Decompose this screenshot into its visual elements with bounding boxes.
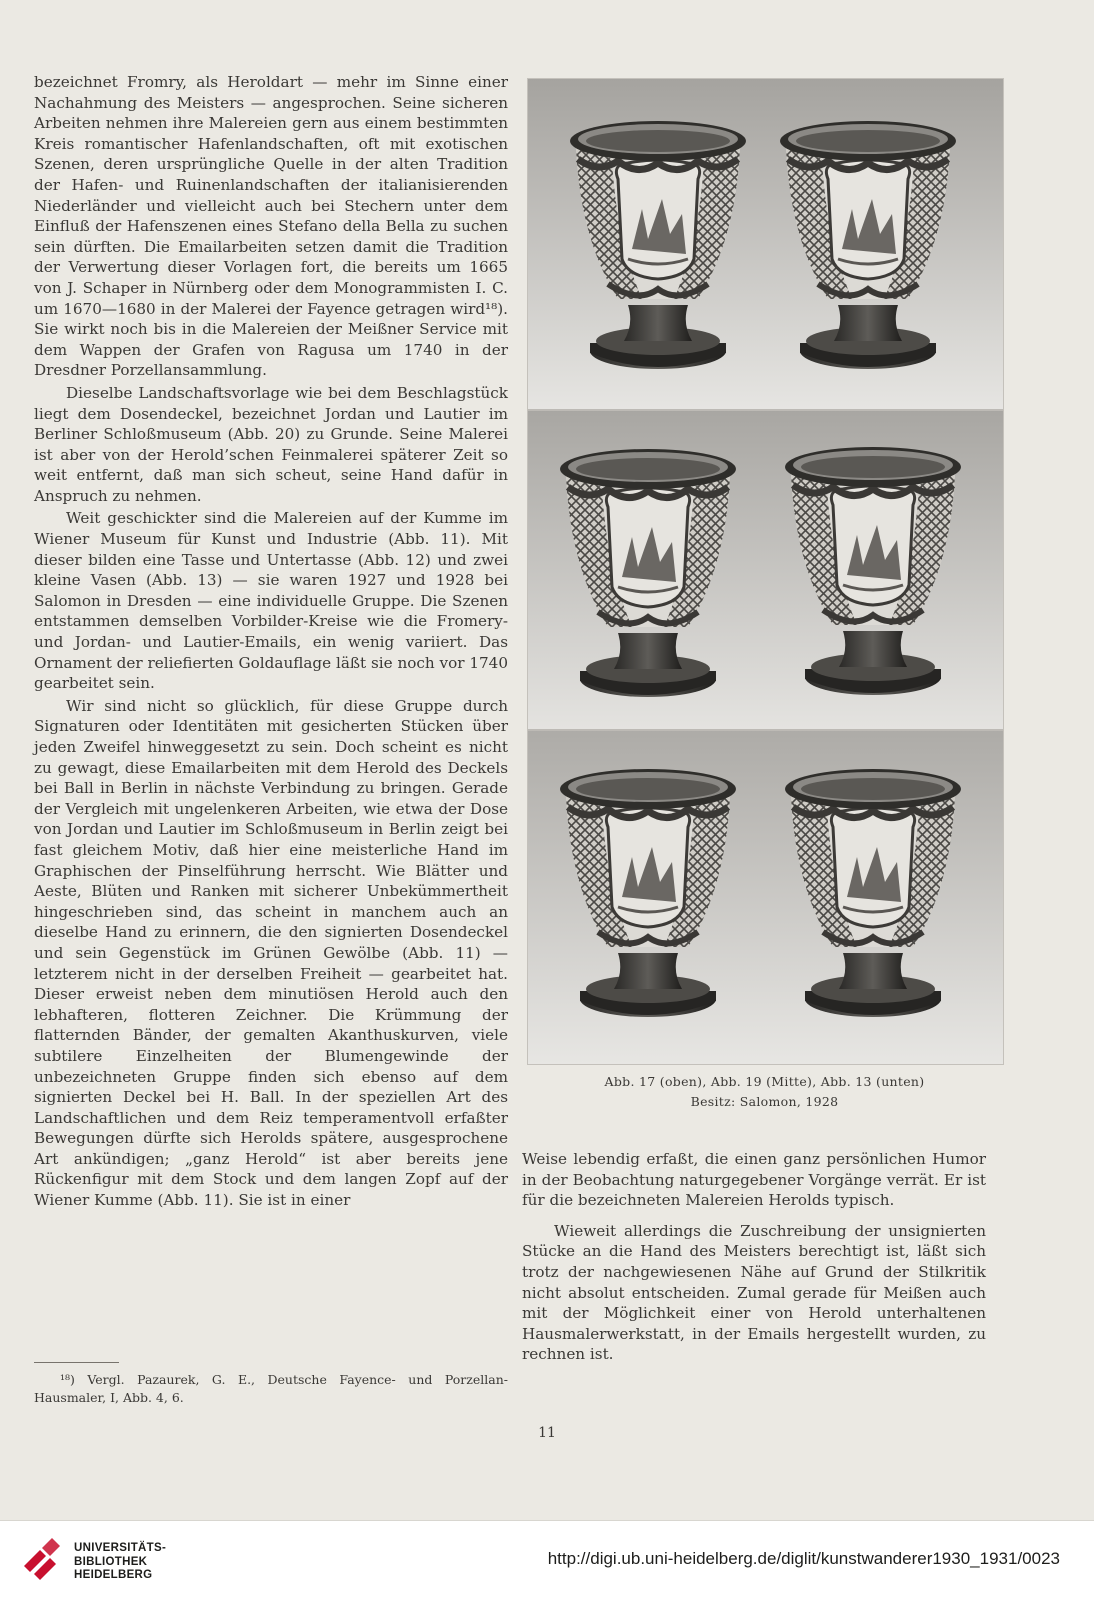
library-name-line-1: UNIVERSITÄTS-: [74, 1542, 167, 1554]
figure-caption-line-1: Abb. 17 (oben), Abb. 19 (Mitte), Abb. 13 (unten): [604, 1074, 925, 1089]
right-paragraph-1: Weise lebendig erfaßt, die einen ganz persönlichen Humor in der Beobachtung naturgegebener Vorgänge verrät. Er ist für die bezeichneten Malereien Herolds typisch.: [522, 1150, 986, 1210]
library-name: [74, 1542, 166, 1583]
footnote-rule: [34, 1362, 119, 1363]
paragraph-4: Wir sind nicht so glücklich, für diese Gruppe durch Signaturen oder Identitäten mit gesicherten Stücken über jeden Zweifel hinweggesetzt zu sein. Doch scheint es nicht zu gewagt, diese Emailarbeiten mit dem Herold des Deckels bei Ball in Berlin in nächste Verbindung zu bringen. Gerade der Vergleich mit ungelenkeren Arbeiten, wie etwa der Dose von Jordan und Lautier im Schloßmuseum in Berlin zeigt bei fast gleichem Motiv, daß hier eine meisterliche Hand im Graphischen der Pinselführung herrscht. Wie Blätter und Aeste, Blüten und Ranken mit sicherer Unbekümmertheit hingeschrieben sind, das scheint in manchem auch an dieselbe Hand zu erinnern, die den signierten Dosendeckel und sein Gegenstück im Grünen Gewölbe (Abb. 11) — letzterem nicht in der derselben Freiheit — gearbeitet hat. Dieser erweist neben dem minutiösen Herold auch den lebhafteren, flotteren Zeichner. Die Krümmung der flatternden Bänder, der gemalten Akanthuskurven, viele subtilere Einzelheiten der Blumengewinde der unbezeichneten Gruppe finden sich ebenso auf dem signierten Deckel bei H. Ball. In der speziellen Art des Landschaftlichen und dem Reiz temperamentvoll erfaßter Bewegungen dürfte sich Herolds spätere, ausgesprochene Art ankündigen; „ganz Herold“ ist aber bereits jene Rückenfigur mit dem Stock und dem langen Zopf auf der Wiener Kumme (Abb. 11). Sie ist in einer: [34, 696, 508, 1210]
library-logo-icon: [20, 1538, 64, 1582]
source-url-link[interactable]: http://digi.ub.uni-heidelberg.de/diglit/kunstwanderer1930_1931/0023: [547, 1549, 1060, 1568]
paragraph-1: bezeichnet Fromry, als Heroldart — mehr im Sinne einer Nachahmung des Meisters — angesprochen. Seine sicheren Arbeiten nehmen ihre Malereien gern aus einem bestimmten Kreis romantischer Hafenlandschaften, oft mit exotischen Szenen, deren ursprüngliche Quelle in der alten Tradition der Hafen- und Ruinenlandschaften der italianisierenden Niederländer und vielleicht auch bei Stechern unter dem Einfluß der Hafenszenen eines Stefano della Bella zu suchen sein dürften. Die Emailarbeiten setzen damit die Tradition der Verwertung dieser Vorlagen fort, die bereits um 1665 von J. Schaper in Nürnberg oder dem Monogrammisten I. C. um 1670—1680 in der Malerei der Fayence getragen wird¹⁸). Sie wirkt noch bis in die Malereien der Meißner Service mit dem Wappen der Grafen von Ragusa um 1740 in der Dresdner Porzellansammlung.: [34, 73, 508, 380]
page-number: 11: [538, 1425, 556, 1441]
library-name-line-2: BIBLIOTHEK: [74, 1555, 148, 1568]
left-column: [34, 72, 508, 1211]
vase-photograph: [527, 78, 1004, 1065]
right-column: [522, 1149, 986, 1365]
right-paragraph-2: Wieweit allerdings die Zuschreibung der unsignierten Stücke an die Hand des Meisters berechtigt ist, läßt sich trotz der nachgewiesenen Nähe auf Grund der Stilkritik nicht absolut entscheiden. Zumal gerade für Meißen auch mit der Möglichkeit einer von Herold unterhaltenen Hausmalerwerkstatt, in der Emails hergestellt wurden, zu rechnen ist.: [522, 1221, 986, 1364]
library-footer: [0, 1520, 1094, 1598]
paragraph-3: Weit geschickter sind die Malereien auf der Kumme im Wiener Museum für Kunst und Industrie (Abb. 11). Mit dieser bilden eine Tasse und Untertasse (Abb. 12) und zwei kleine Vasen (Abb. 13) — sie waren 1927 und 1928 bei Salomon in Dresden — eine individuelle Gruppe. Die Szenen entstammen demselben Vorbilder-Kreise wie die Fromery- und Jordan- und Lautier-Emails, ein wenig variiert. Das Ornament der reliefierten Goldauflage läßt sie noch vor 1740 gearbeitet sein.: [34, 509, 508, 693]
footnote-text: ¹⁸) Vergl. Pazaurek, G. E., Deutsche Fayence- und Porzellan-Hausmaler, I, Abb. 4, 6.: [34, 1372, 508, 1405]
footnote: [34, 1371, 508, 1407]
figure-caption-line-2: Besitz: Salomon, 1928: [690, 1094, 839, 1109]
paragraph-2: Dieselbe Landschaftsvorlage wie bei dem Beschlagstück liegt dem Dosendeckel, bezeichnet Jordan und Lautier im Berliner Schloßmuseum (Abb. 20) zu Grunde. Seine Malerei ist aber von der Herold’schen Feinmalerei späterer Zeit so weit entfernt, daß man sich scheut, seine Hand dafür in Anspruch zu nehmen.: [34, 383, 508, 505]
library-name-line-3: HEIDELBERG: [74, 1569, 153, 1581]
